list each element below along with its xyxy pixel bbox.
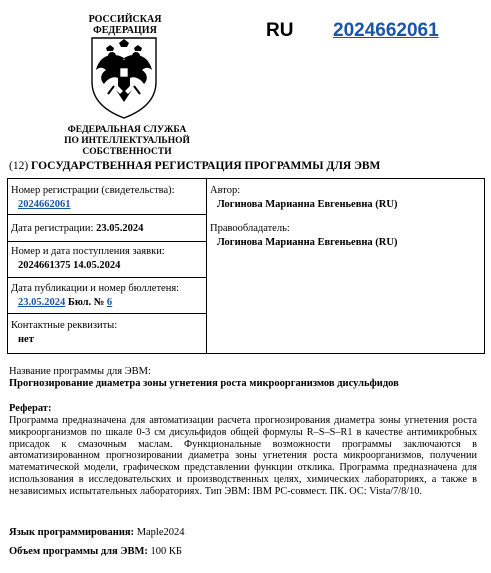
- country-name: РОССИЙСКАЯ ФЕДЕРАЦИЯ: [88, 14, 162, 36]
- author-value: Логинова Марианна Евгеньевна (RU): [217, 199, 398, 210]
- publication-value: [18, 297, 112, 308]
- contacts-label: Контактные реквизиты:: [11, 320, 118, 331]
- document-title: [9, 160, 380, 172]
- reg-date-label: [11, 223, 143, 234]
- programming-language: [9, 527, 185, 538]
- reg-date-value: 23.05.2024: [96, 223, 144, 234]
- application-value: 2024661375 14.05.2024: [18, 260, 121, 271]
- country-code: RU: [266, 20, 294, 41]
- document-number-link[interactable]: 2024662061: [333, 20, 439, 41]
- abstract-label: Реферат:: [9, 403, 52, 414]
- reg-number-label: Номер регистрации (свидетельства):: [11, 185, 175, 196]
- publication-date-link[interactable]: 23.05.2024: [18, 297, 66, 308]
- agency-line-1: ФЕДЕРАЛЬНАЯ СЛУЖБА: [67, 125, 187, 135]
- agency-line-2: ПО ИНТЕЛЛЕКТУАЛЬНОЙ СОБСТВЕННОСТИ: [64, 136, 190, 157]
- holder-label: Правообладатель:: [210, 223, 290, 234]
- language-value: Maple2024: [136, 527, 185, 538]
- registration-table: [7, 178, 485, 354]
- table-row-divider: [8, 241, 206, 242]
- size-value: 100 КБ: [150, 546, 182, 557]
- size-label: Объем программы для ЭВМ:: [9, 546, 148, 557]
- bulletin-prefix: Бюл. №: [67, 297, 105, 308]
- holder-value: Логинова Марианна Евгеньевна (RU): [217, 237, 398, 248]
- russian-coat-of-arms-icon: [86, 34, 162, 120]
- abstract-text: Программа предназначена для автоматизации расчета прогнозирования диаметра зоны угнетения роста микроорганизмов по шкале 0-3 см дисульфидов общей формулы R–S–S–R1 в качестве антимикробных присадок к смазочным маслам. Функциональные возможности программы заключаются в автоматизированном прогнозировании диаметра зоны угнетения роста микроорганизмов, получении математической модели, графическом представлении функции отклика. Программа предназначена для использования в исследовательских и производственных целях, химических лабораториях, а также в независимых испытательных лабораториях. Тип ЭВМ: IBM PC-совмест. ПК. ОС: Vista/7/8/10.: [9, 415, 477, 497]
- program-name-label: Название программы для ЭВМ:: [9, 366, 151, 377]
- document-title-text: ГОСУДАРСТВЕННАЯ РЕГИСТРАЦИЯ ПРОГРАММЫ ДЛЯ ЭВМ: [31, 160, 381, 172]
- table-row-divider: [8, 313, 206, 314]
- application-label: Номер и дата поступления заявки:: [11, 246, 165, 257]
- contacts-value: нет: [18, 334, 34, 345]
- table-row-divider: [8, 214, 206, 215]
- publication-label: Дата публикации и номер бюллетеня:: [11, 283, 180, 294]
- document-kind-code: (12): [9, 160, 29, 172]
- reg-number-link[interactable]: 2024662061: [18, 199, 71, 210]
- table-column-divider: [206, 179, 207, 353]
- language-label: Язык программирования:: [9, 527, 135, 538]
- program-name-value: Прогнозирование диаметра зоны угнетения роста микроорганизмов дисульфидов: [9, 378, 399, 389]
- agency-name: [22, 125, 232, 158]
- reg-date-label-text: Дата регистрации:: [11, 223, 94, 234]
- author-label: Автор:: [210, 185, 241, 196]
- table-row-divider: [8, 277, 206, 278]
- bulletin-number-link[interactable]: 6: [106, 297, 113, 308]
- program-size: [9, 546, 182, 557]
